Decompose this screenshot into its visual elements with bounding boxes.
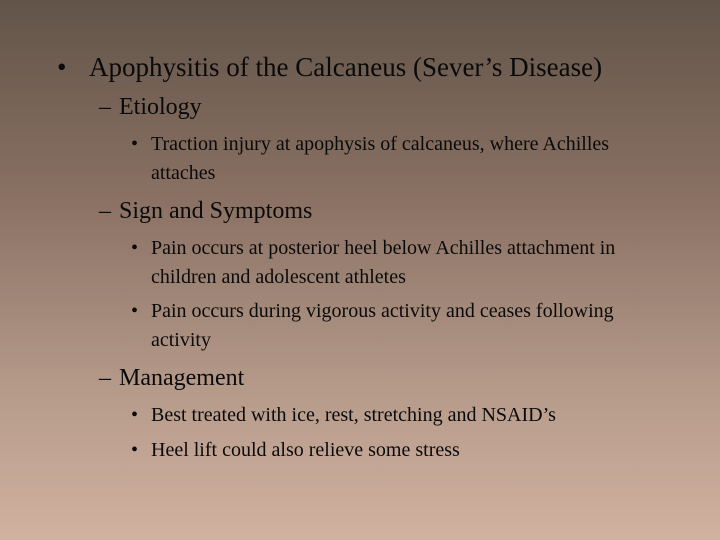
list-item-text: Traction injury at apophysis of calcaneus, where Achilles — [151, 133, 610, 155]
section-title-signs-symptoms: Sign and Symptoms — [119, 198, 313, 224]
list-item-bullet: • — [131, 404, 139, 426]
list-item-bullet: • — [131, 237, 139, 259]
section-dash: – — [99, 198, 111, 224]
list-item-text: Heel lift could also relieve some stress — [151, 439, 460, 461]
list-item-text: Best treated with ice, rest, stretching and NSAID’s — [151, 404, 556, 426]
list-item-text: Pain occurs at posterior heel below Achilles attachment in — [151, 237, 616, 259]
section-title-etiology: Etiology — [119, 94, 202, 120]
list-item-text-continued: children and adolescent athletes — [151, 266, 406, 288]
slide-heading: Apophysitis of the Calcaneus (Sever’s Disease) — [89, 52, 603, 82]
list-item-bullet: • — [131, 300, 139, 322]
section-dash: – — [99, 365, 111, 391]
list-item-bullet: • — [131, 133, 139, 155]
list-item-text: Pain occurs during vigorous activity and ceases following — [151, 300, 614, 322]
section-title-management: Management — [119, 365, 245, 391]
list-item-text-continued: attaches — [151, 162, 216, 184]
list-item-text-continued: activity — [151, 329, 211, 351]
section-dash: – — [99, 94, 111, 120]
list-item-bullet: • — [131, 439, 139, 461]
heading-bullet: • — [57, 52, 67, 82]
